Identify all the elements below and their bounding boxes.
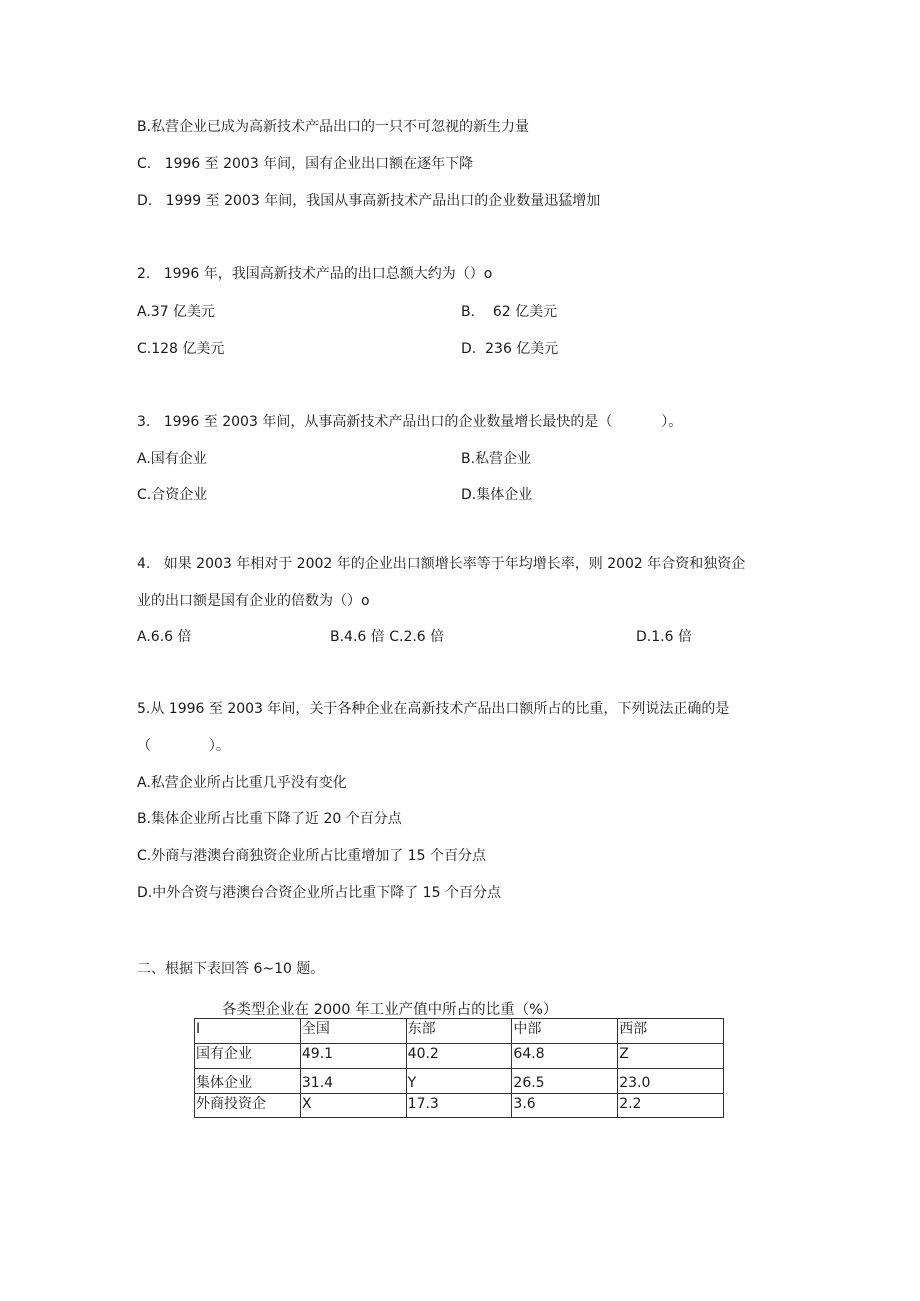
- table-cell: Y: [406, 1069, 512, 1094]
- q5-option-c: C.外商与港澳台商独资企业所占比重增加了 15 个百分点: [137, 848, 486, 864]
- q3-option-a: A.国有企业: [137, 451, 207, 467]
- q3-stem: 3. 1996 至 2003 年间，从事高新技术产品出口的企业数量增长最快的是（ ）。: [137, 414, 683, 430]
- table-cell: 64.8: [512, 1044, 618, 1069]
- table-cell: 40.2: [406, 1044, 512, 1069]
- table-header-cell: 西部: [618, 1019, 724, 1044]
- q2-option-c: C.128 亿美元: [137, 341, 225, 357]
- table-cell: X: [300, 1094, 406, 1118]
- q3-option-d: D.集体企业: [461, 487, 533, 503]
- q4-stem-line2: 业的出口额是国有企业的倍数为（）o: [137, 593, 370, 609]
- q5-stem-line2: （ ）。: [137, 738, 230, 754]
- q2-option-a: A.37 亿美元: [137, 304, 216, 320]
- table-cell: 集体企业: [195, 1069, 301, 1094]
- table-cell: 17.3: [406, 1094, 512, 1118]
- table-row: [195, 1094, 724, 1118]
- q3-option-c: C.合资企业: [137, 487, 208, 503]
- q4-stem-line1: 4. 如果 2003 年相对于 2002 年的企业出口额增长率等于年均增长率，则 2002 年合资和独资企: [137, 556, 746, 572]
- q4-option-a: A.6.6 倍: [137, 629, 192, 645]
- table-header-cell: 中部: [512, 1019, 618, 1044]
- table-row: [195, 1044, 724, 1069]
- section-heading: 二、根据下表回答 6~10 题。: [137, 961, 325, 977]
- table-cell: 外商投资企: [195, 1094, 301, 1118]
- q2-stem: 2. 1996 年，我国高新技术产品的出口总额大约为（）o: [137, 266, 493, 282]
- table-cell: 31.4: [300, 1069, 406, 1094]
- table-header-cell: 东部: [406, 1019, 512, 1044]
- q2-option-b: B. 62 亿美元: [461, 304, 558, 320]
- q1-option-d: D. 1999 至 2003 年间，我国从事高新技术产品出口的企业数量迅猛增加: [137, 193, 601, 209]
- table-header-row: [195, 1019, 724, 1044]
- q2-option-d: D. 236 亿美元: [461, 341, 559, 357]
- table-header-cell: 全国: [300, 1019, 406, 1044]
- q1-option-c: C. 1996 至 2003 年间，国有企业出口额在逐年下降: [137, 156, 474, 172]
- q4-option-b-c: B.4.6 倍 C.2.6 倍: [330, 629, 445, 645]
- table-cell: Z: [618, 1044, 724, 1069]
- table-header-cell: I: [195, 1019, 301, 1044]
- q5-option-b: B.集体企业所占比重下降了近 20 个百分点: [137, 811, 402, 827]
- table-cell: 3.6: [512, 1094, 618, 1118]
- data-table: [194, 1018, 724, 1118]
- q5-option-d: D.中外合资与港澳台合资企业所占比重下降了 15 个百分点: [137, 885, 501, 901]
- table-cell: 2.2: [618, 1094, 724, 1118]
- table-cell: 49.1: [300, 1044, 406, 1069]
- q3-option-b: B.私营企业: [461, 451, 532, 467]
- table-caption: 各类型企业在 2000 年工业产值中所占的比重（%）: [222, 1002, 558, 1018]
- q4-option-d: D.1.6 倍: [636, 629, 692, 645]
- table-cell: 国有企业: [195, 1044, 301, 1069]
- q5-option-a: A.私营企业所占比重几乎没有变化: [137, 775, 347, 791]
- q1-option-b: B.私营企业已成为高新技术产品出口的一只不可忽视的新生力量: [137, 119, 530, 135]
- table-cell: 23.0: [618, 1069, 724, 1094]
- table-row: [195, 1069, 724, 1094]
- q5-stem-line1: 5.从 1996 至 2003 年间，关于各种企业在高新技术产品出口额所占的比重，下列说法正确的是: [137, 701, 730, 717]
- table-cell: 26.5: [512, 1069, 618, 1094]
